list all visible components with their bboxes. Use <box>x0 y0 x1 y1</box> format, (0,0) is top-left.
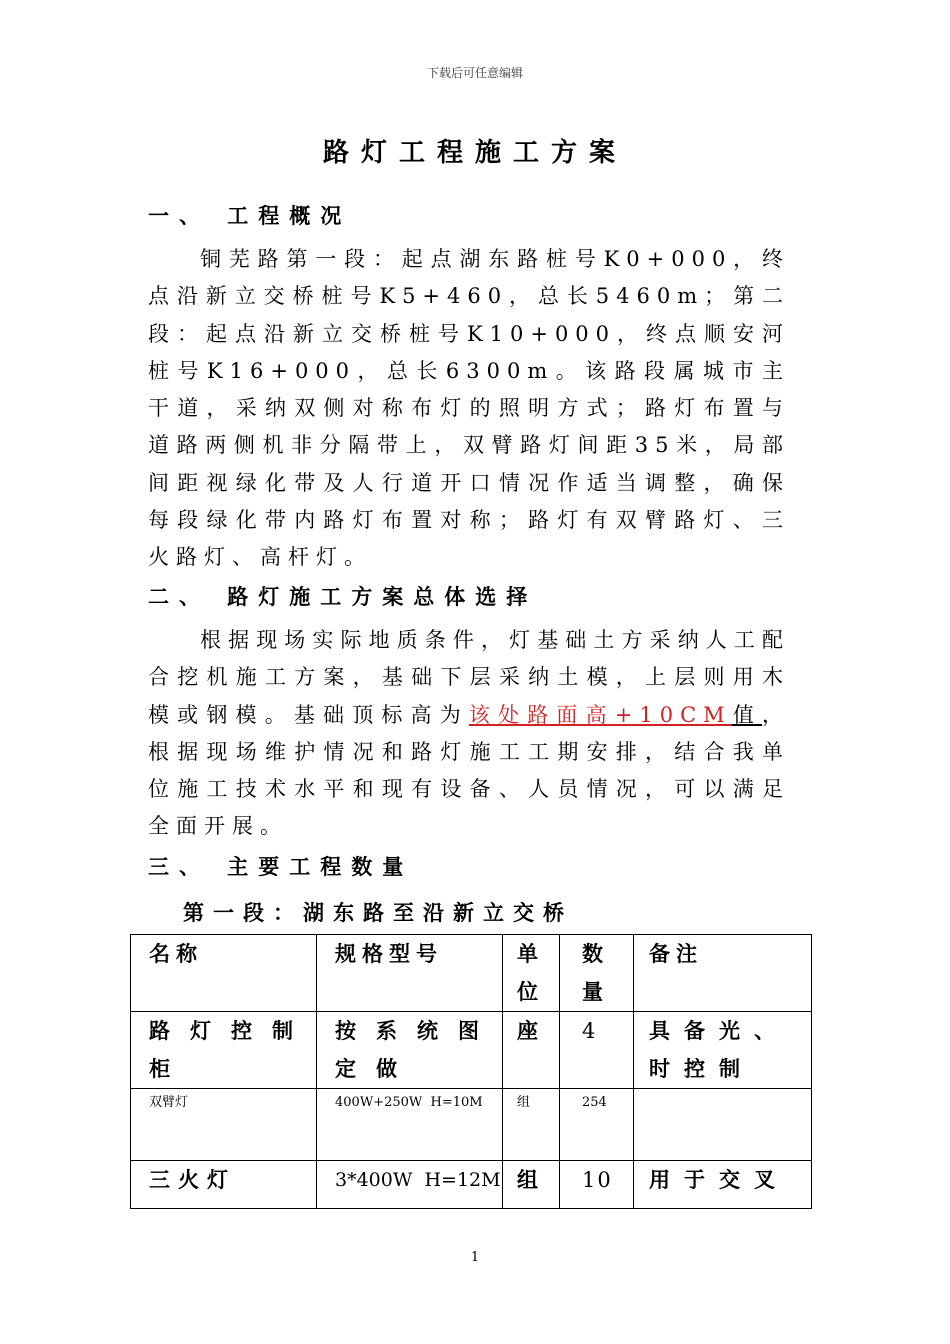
header-unit: 单位 <box>503 935 560 1012</box>
page-number: 1 <box>470 1250 480 1265</box>
table-header-row <box>131 935 812 1012</box>
cell-spec: 按系统图定做 <box>317 1012 503 1089</box>
header-quantity: 数量 <box>560 935 634 1012</box>
cell-spec: 3*400W H=12M <box>317 1161 503 1209</box>
overview-paragraph: 铜芜路第一段：起点湖东路桩号K0+000，终点沿新立交桥桩号K5+460，总长5460m；第二段：起点沿新立交桥桩号K10+000，终点顺安河桩号K16+000，总长6300m。该路段属城市主干道，采纳双侧对称布灯的照明方式；路灯布置与道路两侧机非分隔带上，双臂路灯间距35米，局部间距视绿化带及人行道开口情况作适当调整，确保每段绿化带内路灯布置对称；路灯有双臂路灯、三火路灯、高杆灯。 <box>148 247 790 570</box>
cell-quantity: 10 <box>560 1161 634 1209</box>
cell-name: 三火灯 <box>131 1161 317 1209</box>
cell-remark: 具备光、时控制 <box>634 1012 812 1089</box>
cell-quantity: 4 <box>560 1012 634 1089</box>
elevation-value-word: 值 <box>731 702 763 727</box>
section-heading-plan: 二、 路灯施工方案总体选择 <box>148 584 538 609</box>
table-row <box>131 1089 812 1161</box>
cell-remark: 用于交叉 <box>634 1161 812 1209</box>
cell-name: 双臂灯 <box>131 1089 317 1161</box>
page-header: 下载后可任意编辑 <box>426 66 523 80</box>
elevation-note: 该处路面高+10CM <box>468 702 732 727</box>
plan-paragraph-part2: ，根据现场维护情况和路灯施工工期安排，结合我单位施工技术水平和现有设备、人员情况，可以满足全面开展。 <box>148 702 791 839</box>
table-row <box>131 1012 812 1089</box>
document-title: 路灯工程施工方案 <box>322 138 627 168</box>
cell-unit: 座 <box>503 1012 560 1089</box>
header-spec: 规格型号 <box>317 935 503 1012</box>
section-heading-overview: 一、 工程概况 <box>148 203 352 228</box>
plan-paragraph-part1: 根据现场实际地质条件，灯基础土方采纳人工配合挖机施工方案，基础下层采纳土模，上层则用木模或钢模。基础顶标高为 <box>148 628 790 727</box>
cell-spec: 400W+250W H=10M <box>317 1089 503 1161</box>
table-row <box>131 1161 812 1209</box>
cell-remark <box>634 1089 812 1161</box>
header-name: 名称 <box>131 935 317 1012</box>
segment-subheading: 第一段：湖东路至沿新立交桥 <box>183 900 573 925</box>
quantities-table <box>130 934 812 1209</box>
cell-unit: 组 <box>503 1161 560 1209</box>
cell-name: 路灯控制柜 <box>131 1012 317 1089</box>
cell-quantity: 254 <box>560 1089 634 1161</box>
header-remark: 备注 <box>634 935 812 1012</box>
plan-paragraph <box>148 622 790 846</box>
section-heading-quantities: 三、 主要工程数量 <box>148 854 414 879</box>
cell-unit: 组 <box>503 1089 560 1161</box>
